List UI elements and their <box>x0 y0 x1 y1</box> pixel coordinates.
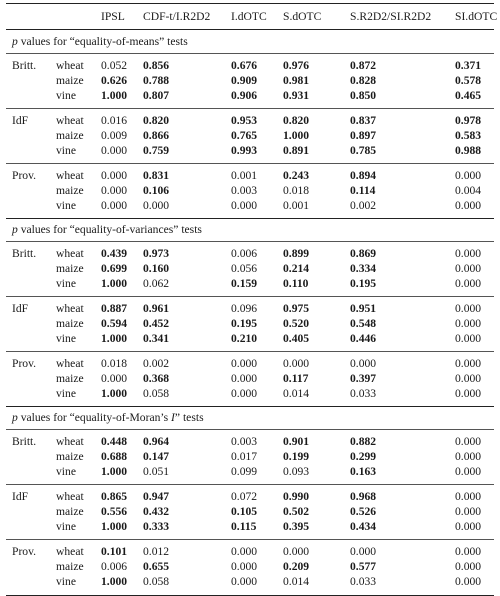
value-cell: 0.931 <box>283 89 310 102</box>
value-cell: 0.101 <box>101 545 128 558</box>
value-cell: 0.988 <box>455 144 482 157</box>
value-cell: 0.993 <box>231 144 258 157</box>
value-cell: 0.973 <box>143 247 170 260</box>
table-row <box>0 262 500 278</box>
crop-label: wheat <box>56 435 84 448</box>
value-cell: 0.117 <box>283 372 309 385</box>
table-row <box>0 114 500 130</box>
value-cell: 0.000 <box>455 387 482 400</box>
value-cell: 0.000 <box>455 262 482 275</box>
value-cell: 0.000 <box>143 199 170 212</box>
value-cell: 0.699 <box>101 262 128 275</box>
section-title-italic: I <box>171 411 175 424</box>
value-cell: 0.110 <box>283 277 309 290</box>
value-cell: 1.000 <box>101 387 128 400</box>
table-row <box>0 74 500 90</box>
value-cell: 0.195 <box>231 317 258 330</box>
value-cell: 0.951 <box>350 302 377 315</box>
group-rule <box>6 351 494 352</box>
value-cell: 0.000 <box>231 199 258 212</box>
value-cell: 0.051 <box>143 465 170 478</box>
value-cell: 0.953 <box>231 114 258 127</box>
value-cell: 0.397 <box>350 372 377 385</box>
table-row <box>0 545 500 561</box>
value-cell: 0.009 <box>101 129 128 142</box>
value-cell: 0.502 <box>283 505 310 518</box>
section-rule <box>6 218 494 219</box>
crop-label: maize <box>56 372 84 385</box>
table-row <box>0 560 500 576</box>
section-title <box>12 223 202 236</box>
crop-label: vine <box>56 465 76 478</box>
value-cell: 0.583 <box>455 129 482 142</box>
table-row <box>0 490 500 506</box>
value-cell: 0.891 <box>283 144 310 157</box>
value-cell: 0.990 <box>283 490 310 503</box>
value-cell: 0.334 <box>350 262 377 275</box>
value-cell: 0.002 <box>143 357 170 370</box>
section-subrule <box>6 429 494 430</box>
value-cell: 0.000 <box>455 199 482 212</box>
value-cell: 0.115 <box>231 520 257 533</box>
value-cell: 0.147 <box>143 450 170 463</box>
value-cell: 0.577 <box>350 560 377 573</box>
table-row <box>0 199 500 215</box>
value-cell: 1.000 <box>101 465 128 478</box>
table-row <box>0 144 500 160</box>
value-cell: 0.012 <box>143 545 170 558</box>
value-cell: 0.368 <box>143 372 170 385</box>
value-cell: 0.901 <box>283 435 310 448</box>
section-title-text: values for “equality-of-Moran’s <box>17 411 172 424</box>
crop-label: wheat <box>56 490 84 503</box>
value-cell: 0.003 <box>231 184 258 197</box>
top-rule <box>6 3 494 4</box>
region-label: IdF <box>12 114 29 127</box>
value-cell: 0.446 <box>350 332 377 345</box>
value-cell: 0.000 <box>231 560 258 573</box>
value-cell: 0.688 <box>101 450 128 463</box>
value-cell: 0.000 <box>455 302 482 315</box>
value-cell: 0.000 <box>455 435 482 448</box>
value-cell: 0.655 <box>143 560 170 573</box>
value-cell: 0.439 <box>101 247 128 260</box>
value-cell: 1.000 <box>283 129 310 142</box>
value-cell: 0.106 <box>143 184 170 197</box>
value-cell: 0.000 <box>455 247 482 260</box>
group-rule <box>6 296 494 297</box>
region-label: Prov. <box>12 545 37 558</box>
value-cell: 0.000 <box>101 144 128 157</box>
value-cell: 0.000 <box>350 545 377 558</box>
value-cell: 0.452 <box>143 317 170 330</box>
value-cell: 0.759 <box>143 144 170 157</box>
region-label: Prov. <box>12 169 37 182</box>
value-cell: 0.093 <box>283 465 310 478</box>
crop-label: wheat <box>56 357 84 370</box>
value-cell: 0.000 <box>455 465 482 478</box>
value-cell: 0.299 <box>350 450 377 463</box>
region-label: IdF <box>12 302 29 315</box>
crop-label: vine <box>56 575 76 588</box>
column-header: S.R2D2/SI.R2D2 <box>350 10 432 23</box>
value-cell: 0.243 <box>283 169 310 182</box>
value-cell: 0.000 <box>455 372 482 385</box>
value-cell: 0.371 <box>455 59 482 72</box>
value-cell: 0.000 <box>350 357 377 370</box>
crop-label: maize <box>56 184 84 197</box>
crop-label: wheat <box>56 59 84 72</box>
value-cell: 0.052 <box>101 59 128 72</box>
value-cell: 0.114 <box>350 184 376 197</box>
region-label: Britt. <box>12 59 37 72</box>
value-cell: 0.000 <box>231 387 258 400</box>
value-cell: 0.000 <box>283 545 310 558</box>
crop-label: vine <box>56 332 76 345</box>
group-rule <box>6 163 494 164</box>
value-cell: 0.676 <box>231 59 258 72</box>
value-cell: 0.578 <box>455 74 482 87</box>
table-row <box>0 302 500 318</box>
group-rule <box>6 539 494 540</box>
value-cell: 0.033 <box>350 387 377 400</box>
value-cell: 0.837 <box>350 114 377 127</box>
value-cell: 0.014 <box>283 575 310 588</box>
value-cell: 0.432 <box>143 505 170 518</box>
table-row <box>0 435 500 451</box>
table-row <box>0 575 500 591</box>
value-cell: 0.199 <box>283 450 310 463</box>
value-cell: 0.000 <box>455 490 482 503</box>
value-cell: 0.210 <box>231 332 258 345</box>
value-cell: 0.341 <box>143 332 170 345</box>
table-row <box>0 357 500 373</box>
column-header: CDF-t/I.R2D2 <box>143 10 211 23</box>
value-cell: 0.000 <box>283 357 310 370</box>
table-row <box>0 317 500 333</box>
value-cell: 0.160 <box>143 262 170 275</box>
section-title-p: p <box>12 35 18 48</box>
value-cell: 1.000 <box>101 89 128 102</box>
table-row <box>0 59 500 75</box>
value-cell: 0.209 <box>283 560 310 573</box>
crop-label: maize <box>56 560 84 573</box>
value-cell: 0.006 <box>231 247 258 260</box>
value-cell: 0.765 <box>231 129 258 142</box>
crop-label: wheat <box>56 302 84 315</box>
value-cell: 0.856 <box>143 59 170 72</box>
value-cell: 0.594 <box>101 317 128 330</box>
value-cell: 0.333 <box>143 520 170 533</box>
value-cell: 0.820 <box>143 114 170 127</box>
table-row <box>0 520 500 536</box>
value-cell: 0.000 <box>455 545 482 558</box>
value-cell: 0.831 <box>143 169 170 182</box>
value-cell: 0.785 <box>350 144 377 157</box>
crop-label: vine <box>56 277 76 290</box>
value-cell: 0.159 <box>231 277 258 290</box>
value-cell: 0.062 <box>143 277 170 290</box>
section-rule <box>6 406 494 407</box>
value-cell: 0.865 <box>101 490 128 503</box>
column-header: SI.dOTC <box>455 10 498 23</box>
value-cell: 0.058 <box>143 575 170 588</box>
region-label: IdF <box>12 490 29 503</box>
column-header: IPSL <box>101 10 125 23</box>
value-cell: 0.017 <box>231 450 258 463</box>
value-cell: 0.033 <box>350 575 377 588</box>
value-cell: 0.548 <box>350 317 377 330</box>
crop-label: maize <box>56 262 84 275</box>
value-cell: 0.018 <box>101 357 128 370</box>
section-subrule <box>6 53 494 54</box>
crop-label: maize <box>56 317 84 330</box>
crop-label: wheat <box>56 247 84 260</box>
value-cell: 0.000 <box>455 560 482 573</box>
value-cell: 0.968 <box>350 490 377 503</box>
value-cell: 0.163 <box>350 465 377 478</box>
region-label: Britt. <box>12 247 37 260</box>
table-row <box>0 277 500 293</box>
value-cell: 0.000 <box>101 169 128 182</box>
value-cell: 0.000 <box>101 199 128 212</box>
value-cell: 0.556 <box>101 505 128 518</box>
value-cell: 0.000 <box>231 545 258 558</box>
table-row <box>0 89 500 105</box>
value-cell: 1.000 <box>101 575 128 588</box>
value-cell: 0.000 <box>231 575 258 588</box>
value-cell: 0.981 <box>283 74 310 87</box>
table-row <box>0 184 500 200</box>
value-cell: 0.000 <box>455 450 482 463</box>
value-cell: 0.000 <box>101 372 128 385</box>
value-cell: 0.056 <box>231 262 258 275</box>
value-cell: 0.909 <box>231 74 258 87</box>
value-cell: 0.850 <box>350 89 377 102</box>
value-cell: 0.000 <box>231 357 258 370</box>
value-cell: 0.405 <box>283 332 310 345</box>
column-header: S.dOTC <box>283 10 322 23</box>
value-cell: 0.000 <box>101 184 128 197</box>
section-title-end: ” tests <box>174 411 204 424</box>
value-cell: 0.000 <box>455 505 482 518</box>
value-cell: 0.626 <box>101 74 128 87</box>
section-title-p: p <box>12 411 18 424</box>
value-cell: 0.000 <box>231 372 258 385</box>
value-cell: 0.000 <box>455 575 482 588</box>
value-cell: 0.000 <box>455 520 482 533</box>
value-cell: 0.214 <box>283 262 310 275</box>
table-row <box>0 332 500 348</box>
value-cell: 0.448 <box>101 435 128 448</box>
value-cell: 0.961 <box>143 302 170 315</box>
value-cell: 0.004 <box>455 184 482 197</box>
table-row <box>0 465 500 481</box>
value-cell: 0.006 <box>101 560 128 573</box>
crop-label: vine <box>56 144 76 157</box>
value-cell: 0.003 <box>231 435 258 448</box>
crop-label: wheat <box>56 114 84 127</box>
value-cell: 1.000 <box>101 520 128 533</box>
table-row <box>0 169 500 185</box>
value-cell: 0.016 <box>101 114 128 127</box>
section-title <box>12 411 204 424</box>
crop-label: vine <box>56 387 76 400</box>
value-cell: 0.520 <box>283 317 310 330</box>
value-cell: 0.947 <box>143 490 170 503</box>
value-cell: 0.105 <box>231 505 258 518</box>
section-subrule <box>6 241 494 242</box>
crop-label: maize <box>56 505 84 518</box>
value-cell: 0.000 <box>455 332 482 345</box>
crop-label: vine <box>56 89 76 102</box>
table-row <box>0 450 500 466</box>
table-row <box>0 129 500 145</box>
value-cell: 0.872 <box>350 59 377 72</box>
column-header: I.dOTC <box>231 10 267 23</box>
value-cell: 0.964 <box>143 435 170 448</box>
value-cell: 0.882 <box>350 435 377 448</box>
value-cell: 0.869 <box>350 247 377 260</box>
value-cell: 1.000 <box>101 332 128 345</box>
value-cell: 0.526 <box>350 505 377 518</box>
value-cell: 0.887 <box>101 302 128 315</box>
value-cell: 0.866 <box>143 129 170 142</box>
crop-label: maize <box>56 450 84 463</box>
value-cell: 0.001 <box>283 199 310 212</box>
group-rule <box>6 484 494 485</box>
section-title-text: values for “equality-of-variances” tests <box>17 223 202 236</box>
header-rule <box>6 29 494 30</box>
crop-label: vine <box>56 199 76 212</box>
value-cell: 0.000 <box>455 277 482 290</box>
value-cell: 0.897 <box>350 129 377 142</box>
value-cell: 0.195 <box>350 277 377 290</box>
value-cell: 0.014 <box>283 387 310 400</box>
value-cell: 0.899 <box>283 247 310 260</box>
value-cell: 0.072 <box>231 490 258 503</box>
value-cell: 0.434 <box>350 520 377 533</box>
crop-label: wheat <box>56 169 84 182</box>
value-cell: 0.894 <box>350 169 377 182</box>
value-cell: 0.906 <box>231 89 258 102</box>
value-cell: 0.002 <box>350 199 377 212</box>
crop-label: maize <box>56 129 84 142</box>
value-cell: 0.096 <box>231 302 258 315</box>
value-cell: 0.001 <box>231 169 258 182</box>
value-cell: 0.058 <box>143 387 170 400</box>
table-row <box>0 505 500 521</box>
value-cell: 0.820 <box>283 114 310 127</box>
group-rule <box>6 108 494 109</box>
table-row <box>0 387 500 403</box>
value-cell: 0.788 <box>143 74 170 87</box>
section-title <box>12 35 188 48</box>
value-cell: 0.000 <box>455 169 482 182</box>
value-cell: 1.000 <box>101 277 128 290</box>
value-cell: 0.807 <box>143 89 170 102</box>
value-cell: 0.000 <box>455 357 482 370</box>
table-row <box>0 372 500 388</box>
crop-label: vine <box>56 520 76 533</box>
value-cell: 0.000 <box>455 317 482 330</box>
value-cell: 0.018 <box>283 184 310 197</box>
region-label: Prov. <box>12 357 37 370</box>
value-cell: 0.099 <box>231 465 258 478</box>
value-cell: 0.978 <box>455 114 482 127</box>
crop-label: wheat <box>56 545 84 558</box>
crop-label: maize <box>56 74 84 87</box>
table-row <box>0 247 500 263</box>
value-cell: 0.395 <box>283 520 310 533</box>
value-cell: 0.975 <box>283 302 310 315</box>
value-cell: 0.828 <box>350 74 377 87</box>
region-label: Britt. <box>12 435 37 448</box>
value-cell: 0.976 <box>283 59 310 72</box>
value-cell: 0.465 <box>455 89 482 102</box>
section-title-p: p <box>12 223 18 236</box>
section-title-text: values for “equality-of-means” tests <box>17 35 188 48</box>
